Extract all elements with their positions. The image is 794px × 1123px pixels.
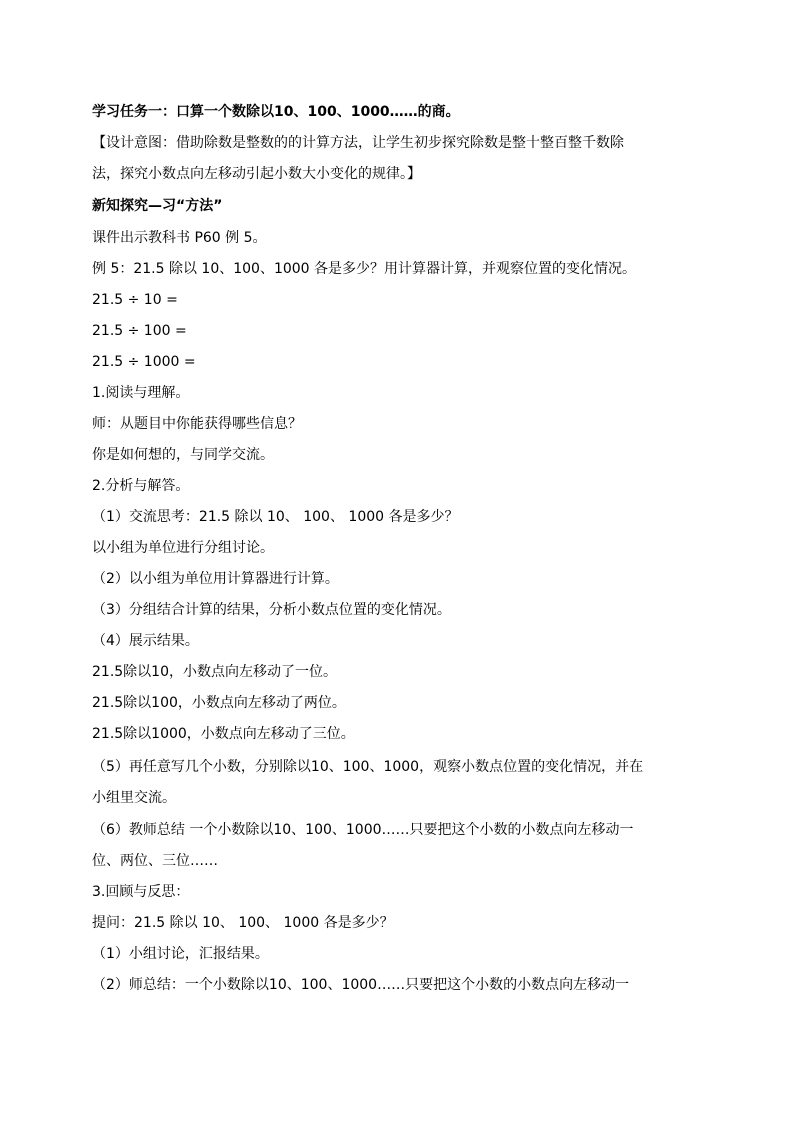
paragraph-line: 提问：21.5 除以 10、 100、 1000 各是多少？ <box>92 915 394 931</box>
paragraph-line: 小组里交流。 <box>92 790 176 806</box>
paragraph-line: 位、两位、三位…… <box>92 853 218 869</box>
paragraph-line: 课件出示教科书 P60 例 5。 <box>92 230 267 246</box>
paragraph-line: 以小组为单位进行分组讨论。 <box>92 540 274 556</box>
step-heading: 1.阅读与理解。 <box>92 385 190 401</box>
paragraph-line: （1）小组讨论，汇报结果。 <box>92 946 269 962</box>
subsection-heading: 新知探究—习“方法” <box>92 198 223 214</box>
paragraph-line: （5）再任意写几个小数，分别除以10、100、1000，观察小数点位置的变化情况，并在 <box>92 759 644 775</box>
paragraph-line: （1）交流思考：21.5 除以 10、 100、 1000 各是多少？ <box>92 509 459 525</box>
paragraph-line: （2）师总结：一个小数除以10、100、1000……只要把这个小数的小数点向左移动一 <box>92 977 630 993</box>
equation-line: 21.5 ÷ 100 = <box>92 323 187 339</box>
step-heading: 3.回顾与反思： <box>92 884 190 900</box>
paragraph-line: （4）展示结果。 <box>92 633 199 649</box>
paragraph-line: 师：从题目中你能获得哪些信息？ <box>92 416 302 432</box>
equation-line: 21.5 ÷ 1000 = <box>92 354 196 370</box>
equation-line: 21.5 ÷ 10 = <box>92 292 178 308</box>
design-intent-line-2: 法，探究小数点向左移动引起小数大小变化的规律。】 <box>92 166 421 182</box>
example-line: 例 5：21.5 除以 10、100、1000 各是多少？用计算器计算，并观察位置的变化情况。 <box>92 261 637 277</box>
paragraph-line: 你是如何想的，与同学交流。 <box>92 447 274 463</box>
result-line: 21.5除以100，小数点向左移动了两位。 <box>92 695 346 711</box>
paragraph-line: （3）分组结合计算的结果，分析小数点位置的变化情况。 <box>92 602 451 618</box>
design-intent-line-1: 【设计意图：借助除数是整数的的计算方法，让学生初步探究除数是整十整百整千数除 <box>92 135 624 151</box>
step-heading: 2.分析与解答。 <box>92 478 190 494</box>
result-line: 21.5除以10，小数点向左移动了一位。 <box>92 664 337 680</box>
paragraph-line: （2）以小组为单位用计算器进行计算。 <box>92 571 339 587</box>
paragraph-line: （6）教师总结 一个小数除以10、100、1000……只要把这个小数的小数点向左移动一 <box>92 822 634 838</box>
section-heading: 学习任务一：口算一个数除以10、100、1000……的商。 <box>92 104 460 120</box>
result-line: 21.5除以1000，小数点向左移动了三位。 <box>92 726 355 742</box>
